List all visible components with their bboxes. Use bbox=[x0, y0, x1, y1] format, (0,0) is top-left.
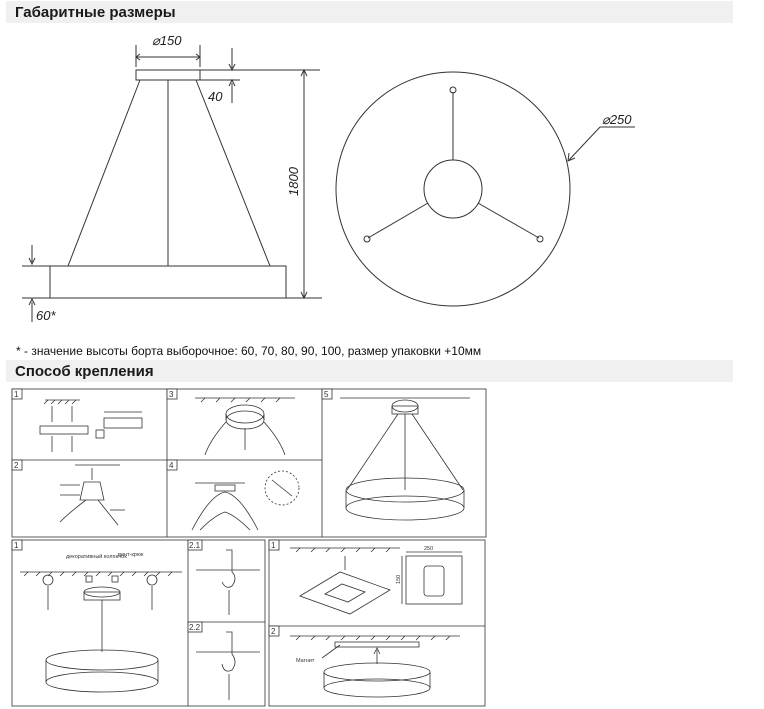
mounting-panel-c-labels bbox=[269, 540, 433, 664]
label-dim-width: 250 bbox=[424, 546, 434, 552]
mounting-panel-a bbox=[12, 389, 486, 537]
step-c2: 2 bbox=[271, 627, 276, 636]
step-b22: 2.2 bbox=[189, 623, 201, 632]
step-b1: 1 bbox=[14, 541, 19, 550]
step-c1: 1 bbox=[271, 541, 276, 550]
dim-ring-height: 60* bbox=[36, 308, 56, 323]
dim-total-height: 1800 bbox=[286, 167, 301, 196]
step-a2: 2 bbox=[14, 461, 19, 470]
step-a3: 3 bbox=[169, 390, 174, 399]
mounting-panel-b-labels bbox=[12, 540, 202, 632]
mounting-panel-a-labels bbox=[12, 389, 332, 470]
side-view-drawing bbox=[22, 45, 322, 322]
step-a4: 4 bbox=[169, 461, 174, 470]
dimensions-title: Габаритные размеры bbox=[15, 4, 176, 21]
mounting-title: Способ крепления bbox=[15, 363, 154, 380]
label-magnet: Магнит bbox=[296, 658, 315, 664]
step-b21: 2.1 bbox=[189, 541, 201, 550]
step-a1: 1 bbox=[14, 390, 19, 399]
mounting-panel-c bbox=[269, 540, 485, 706]
label-dim-height: 150 bbox=[396, 574, 402, 584]
dim-ring-diameter: ⌀250 bbox=[602, 112, 632, 127]
label-hook-screw: винт-крюк bbox=[118, 552, 144, 558]
footnote: * - значение высоты борта выборочное: 60, 70, 80, 90, 100, размер упаковки +10мм bbox=[16, 344, 482, 358]
dim-cup-height: 40 bbox=[208, 89, 223, 104]
label-decorative-cap: декоративный колпачок bbox=[66, 554, 127, 560]
top-view-drawing bbox=[336, 72, 635, 306]
dim-diameter-top: ⌀150 bbox=[152, 33, 182, 48]
step-a5: 5 bbox=[324, 390, 329, 399]
mounting-panel-b bbox=[12, 540, 265, 706]
